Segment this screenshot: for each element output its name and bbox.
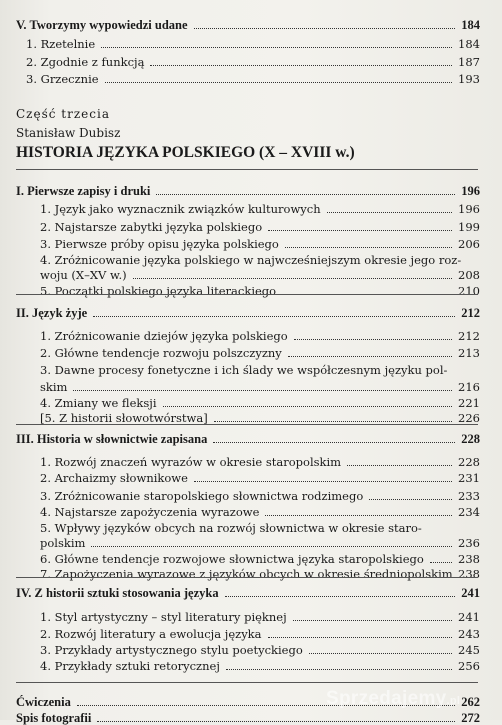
toc-entry-text: 4. Zmiany we fleksji: [40, 396, 157, 410]
section-v-heading-text: V. Tworzymy wypowiedzi udane: [16, 18, 188, 32]
toc-entry-page: 241: [458, 610, 480, 624]
toc-entry-page: 184: [458, 37, 480, 51]
toc-entry-text: 2. Archaizmy słownikowe: [40, 471, 188, 485]
toc-entry-leader: [327, 212, 452, 213]
toc-entry-page: 245: [458, 643, 480, 657]
toc-entry-leader: [105, 82, 452, 83]
toc-entry-text: 5. Wpływy języków obcych na rozwój słownictwa w okresie staro-: [40, 521, 422, 535]
toc-entry-leader: [347, 465, 452, 466]
chapter-heading-leader: [93, 316, 455, 317]
toc-entry-text: 3. Przykłady artystycznego stylu poetyckiego: [40, 643, 303, 657]
section-v-heading-leader: [194, 28, 455, 29]
toc-entry-leader: [163, 406, 452, 407]
toc-entry-page: 228: [458, 455, 480, 469]
toc-entry-page: 212: [458, 329, 480, 343]
part-label: Część trzecia: [16, 107, 110, 121]
toc-entry-leader: [268, 230, 452, 231]
toc-entry-leader: [73, 390, 452, 391]
toc-entry-page: 208: [458, 268, 480, 282]
toc-entry-leader: [369, 499, 452, 500]
toc-entry-leader: [194, 481, 452, 482]
toc-entry-page: 256: [458, 659, 480, 673]
toc-entry-page: 234: [458, 505, 480, 519]
toc-entry-leader: [288, 356, 452, 357]
toc-entry-text: 4. Przykłady sztuki retorycznej: [40, 659, 220, 673]
toc-entry-text: 3. Pierwsze próby opisu języka polskiego: [40, 237, 279, 251]
section-rule: [16, 424, 478, 425]
toc-entry-text: 7. Zapożyczenia wyrazowe z języków obcych w okresie średniopolskim: [40, 567, 453, 581]
chapter-heading-text: II. Język żyje: [16, 306, 88, 320]
toc-entry-page: 221: [458, 396, 480, 410]
toc-entry-leader: [133, 278, 452, 279]
toc-entry-page: 210: [458, 284, 480, 298]
toc-entry-text: 3. Grzecznie: [26, 72, 99, 86]
chapter-heading-leader: [156, 194, 455, 195]
chapter-heading-page: 241: [461, 586, 480, 600]
toc-entry-page: 206: [458, 237, 480, 251]
toc-entry-page: 236: [458, 536, 480, 550]
toc-entry-text: 3. Zróżnicowanie staropolskiego słownictwa rodzimego: [40, 489, 364, 503]
toc-entry-leader: [265, 515, 452, 516]
author-name: Stanisław Dubisz: [16, 126, 121, 140]
toc-entry-leader: [293, 620, 452, 621]
toc-entry-text: 2. Zgodnie z funkcją: [26, 55, 145, 69]
section-rule: [16, 577, 478, 578]
toc-entry-text: 2. Rozwój literatury a ewolucja języka: [40, 627, 262, 641]
toc-entry-text: [5. Z historii słowotwórstwa]: [40, 411, 208, 425]
toc-entry-text: 1. Rozwój znaczeń wyrazów w okresie staropolskim: [40, 455, 342, 469]
toc-entry-page: 216: [458, 380, 480, 394]
toc-entry-leader: [285, 247, 452, 248]
toc-entry-text: 1. Zróżnicowanie dziejów języka polskiego: [40, 329, 288, 343]
toc-entry-leader: [101, 47, 452, 48]
back-matter-entry-page: 272: [461, 711, 480, 725]
chapter-heading-text: I. Pierwsze zapisy i druki: [16, 184, 151, 198]
watermark-logo: Sprzedajemy.pl: [326, 688, 461, 709]
toc-entry-text: 5. Początki polskiego języka literackiego: [40, 284, 277, 298]
toc-entry-page: 213: [458, 346, 480, 360]
chapter-heading-text: IV. Z historii sztuki stosowania języka: [16, 586, 219, 600]
toc-entry-leader: [268, 637, 452, 638]
chapter-heading-page: 228: [461, 432, 480, 446]
back-matter-entry-text: Spis fotografii: [16, 711, 92, 725]
toc-entry-text: 1. Styl artystyczny – styl literatury pięknej: [40, 610, 287, 624]
toc-entry-page: 187: [458, 55, 480, 69]
part-title: HISTORIA JĘZYKA POLSKIEGO (X – XVIII w.): [16, 144, 355, 161]
section-rule: [16, 294, 478, 295]
toc-entry-text: 6. Główne tendencje rozwojowe słownictwa języka staropolskiego: [40, 552, 424, 566]
toc-entry-page: 233: [458, 489, 480, 503]
toc-entry-text: 1. Język jako wyznacznik związków kulturowych: [40, 202, 321, 216]
toc-entry-text: skim: [40, 380, 68, 394]
back-matter-entry-leader: [97, 721, 455, 722]
back-matter-entry-page: 262: [461, 695, 480, 709]
toc-entry-page: 231: [458, 471, 480, 485]
toc-entry-text: 4. Najstarsze zapożyczenia wyrazowe: [40, 505, 260, 519]
section-v-heading-page: 184: [461, 18, 480, 32]
toc-entry-leader: [214, 421, 452, 422]
toc-entry-page: 199: [458, 220, 480, 234]
toc-entry-page: 226: [458, 411, 480, 425]
toc-entry-leader: [91, 546, 452, 547]
section-rule: [16, 682, 478, 683]
toc-entry-leader: [309, 653, 452, 654]
toc-entry-page: 238: [458, 552, 480, 566]
toc-entry-page: 238: [458, 567, 480, 581]
toc-entry-page: 243: [458, 627, 480, 641]
toc-entry-leader: [430, 562, 452, 563]
toc-entry-page: 193: [458, 72, 480, 86]
toc-entry-leader: [294, 339, 452, 340]
toc-entry-leader: [226, 669, 452, 670]
toc-entry-leader: [150, 65, 452, 66]
chapter-heading-leader: [213, 442, 455, 443]
toc-entry-text: 2. Najstarsze zabytki języka polskiego: [40, 220, 263, 234]
chapter-heading-leader: [225, 596, 455, 597]
chapter-heading-text: III. Historia w słownictwie zapisana: [16, 432, 208, 446]
toc-entry-text: 1. Rzetelnie: [26, 37, 96, 51]
toc-entry-page: 196: [458, 202, 480, 216]
chapter-heading-page: 196: [461, 184, 480, 198]
toc-entry-text: polskim: [40, 536, 86, 550]
chapter-heading-page: 212: [461, 306, 480, 320]
toc-entry-text: 3. Dawne procesy fonetyczne i ich ślady we współczesnym języku pol-: [40, 363, 448, 377]
back-matter-entry-text: Ćwiczenia: [16, 695, 71, 709]
section-rule: [16, 169, 478, 170]
toc-entry-text: 2. Główne tendencje rozwoju polszczyzny: [40, 346, 282, 360]
toc-entry-text: woju (X–XV w.): [40, 268, 127, 282]
toc-entry-text: 4. Zróżnicowanie języka polskiego w najwcześniejszym okresie jego roz-: [40, 253, 462, 267]
